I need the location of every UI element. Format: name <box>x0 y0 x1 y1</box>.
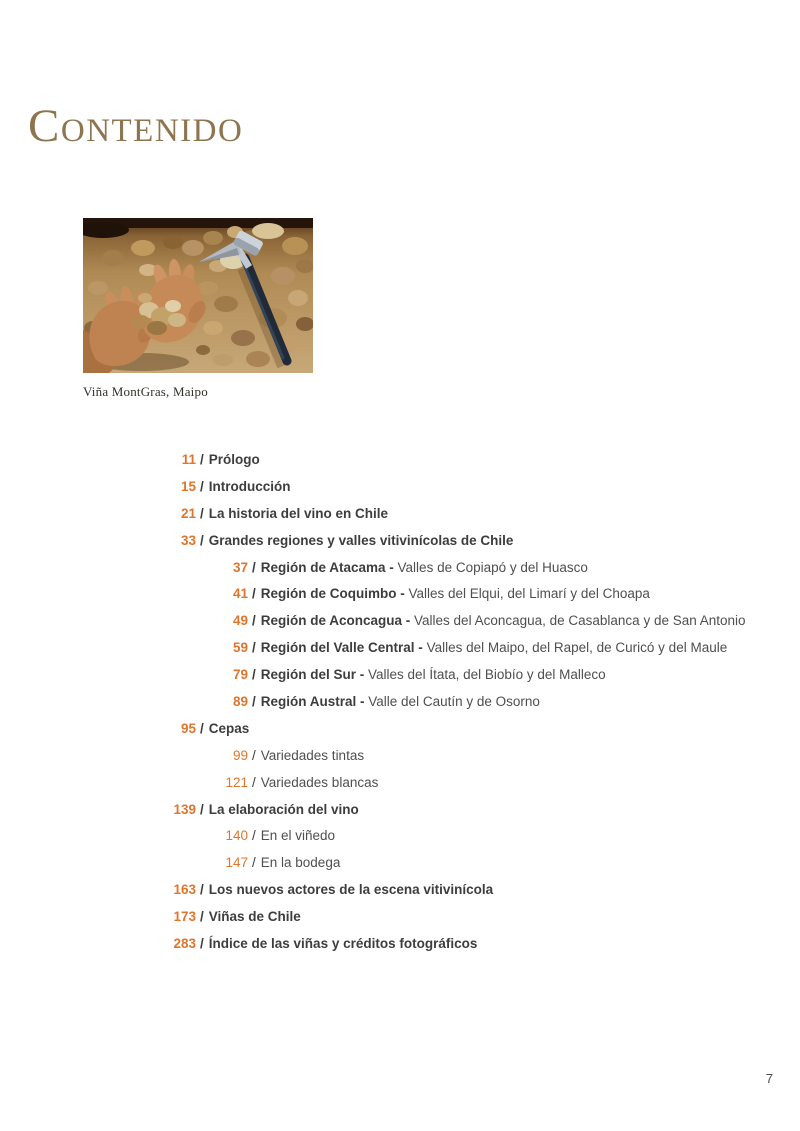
toc-entry-subtitle: Valles del Elqui, del Limarí y del Choapa <box>404 586 650 602</box>
toc-entry-title: En el viñedo <box>260 828 336 844</box>
toc-entry-page-number: 41 <box>232 586 248 602</box>
toc-entry-subtitle: Valle del Cautín y de Osorno <box>364 693 540 709</box>
toc-entry-title: Los nuevos actores de la escena vitivinícola <box>208 882 494 898</box>
toc-entry-page-number: 21 <box>180 505 196 521</box>
toc-entry-page-number: 99 <box>232 747 248 763</box>
toc-entry-separator: / <box>200 478 204 494</box>
toc-entry-title: La elaboración del vino <box>208 801 359 817</box>
toc-entry[interactable] <box>0 903 770 930</box>
soil-hands-hammer-photo <box>83 218 313 373</box>
toc-list <box>0 446 770 957</box>
toc-entry-page-number: 89 <box>232 693 248 709</box>
toc-entry[interactable] <box>0 446 770 473</box>
toc-entry-separator: / <box>200 935 204 951</box>
toc-entry-subtitle: Valles del Ítata, del Biobío y del Malleco <box>364 667 606 683</box>
toc-entry[interactable] <box>0 769 770 796</box>
toc-entry-separator: / <box>200 451 204 467</box>
toc-entry-subtitle: Valles de Copiapó y del Huasco <box>393 559 588 575</box>
toc-entry-page-number: 283 <box>173 935 196 951</box>
toc-entry-separator: / <box>252 559 256 575</box>
toc-entry[interactable] <box>0 742 770 769</box>
toc-entry-title: La historia del vino en Chile <box>208 505 389 521</box>
toc-entry-title: Viñas de Chile <box>208 909 301 925</box>
toc-entry-separator: / <box>252 828 256 844</box>
toc-entry-page-number: 173 <box>173 909 196 925</box>
toc-entry-subtitle: Valles del Aconcagua, de Casablanca y de San Antonio <box>410 613 746 629</box>
toc-entry-title: Variedades tintas <box>260 747 365 763</box>
toc-entry-separator: / <box>252 774 256 790</box>
toc-entry[interactable] <box>0 688 770 715</box>
toc-entry-page-number: 95 <box>180 720 196 736</box>
toc-entry-separator: / <box>200 801 204 817</box>
toc-entry[interactable] <box>0 634 770 661</box>
toc-entry-page-number: 49 <box>232 613 248 629</box>
toc-entry-page-number: 140 <box>225 828 248 844</box>
photo-illustration <box>83 218 313 373</box>
toc-entry-separator: / <box>252 855 256 871</box>
toc-entry[interactable] <box>0 930 770 957</box>
toc-entry-title: Región del Sur - <box>260 667 365 683</box>
toc-entry-page-number: 59 <box>232 640 248 656</box>
toc-entry[interactable] <box>0 822 770 849</box>
toc-entry-page-number: 121 <box>225 774 248 790</box>
toc-entry-separator: / <box>252 586 256 602</box>
page-title: CONTENIDO <box>28 100 244 152</box>
toc-entry-separator: / <box>200 882 204 898</box>
toc-entry-title: Región de Aconcagua - <box>260 613 411 629</box>
toc-entry[interactable] <box>0 500 770 527</box>
toc-entry-separator: / <box>252 747 256 763</box>
toc-entry-page-number: 139 <box>173 801 196 817</box>
toc-entry-page-number: 33 <box>180 532 196 548</box>
toc-entry-separator: / <box>252 693 256 709</box>
toc-entry-title: Índice de las viñas y créditos fotográficos <box>208 935 478 951</box>
toc-entry-title: En la bodega <box>260 855 341 871</box>
toc-entry[interactable] <box>0 554 770 581</box>
toc-entry-page-number: 163 <box>173 882 196 898</box>
toc-entry-page-number: 15 <box>180 478 196 494</box>
toc-entry-title: Cepas <box>208 720 250 736</box>
toc-entry-title: Región Austral - <box>260 693 365 709</box>
toc-entry[interactable] <box>0 580 770 607</box>
toc-entry[interactable] <box>0 715 770 742</box>
toc-entry-title: Variedades blancas <box>260 774 379 790</box>
toc-entry[interactable] <box>0 876 770 903</box>
toc-entry[interactable] <box>0 607 770 634</box>
toc-entry-separator: / <box>252 613 256 629</box>
toc-entry-title: Región de Coquimbo - <box>260 586 405 602</box>
toc-entry-subtitle: Valles del Maipo, del Rapel, de Curicó y del Maule <box>422 640 728 656</box>
toc-entry[interactable] <box>0 661 770 688</box>
toc-entry-page-number: 37 <box>232 559 248 575</box>
toc-entry[interactable] <box>0 473 770 500</box>
toc-entry-separator: / <box>200 720 204 736</box>
toc-entry-separator: / <box>200 505 204 521</box>
toc-entry-page-number: 79 <box>232 667 248 683</box>
toc-entry-title: Grandes regiones y valles vitivinícolas de Chile <box>208 532 514 548</box>
toc-entry-separator: / <box>252 640 256 656</box>
toc-entry-title: Región del Valle Central - <box>260 640 423 656</box>
toc-entry-title: Región de Atacama - <box>260 559 394 575</box>
toc-entry-page-number: 11 <box>181 451 196 467</box>
photo-caption: Viña MontGras, Maipo <box>83 384 208 399</box>
toc-entry[interactable] <box>0 796 770 823</box>
toc-entry-page-number: 147 <box>225 855 248 871</box>
toc-entry-separator: / <box>252 667 256 683</box>
toc-entry-title: Prólogo <box>208 451 260 467</box>
toc-entry-separator: / <box>200 532 204 548</box>
toc-entry-title: Introducción <box>208 478 291 494</box>
figure-block <box>83 218 313 400</box>
toc-entry[interactable] <box>0 849 770 876</box>
toc-entry-separator: / <box>200 909 204 925</box>
page-number: 7 <box>765 1071 773 1086</box>
toc-entry[interactable] <box>0 527 770 554</box>
